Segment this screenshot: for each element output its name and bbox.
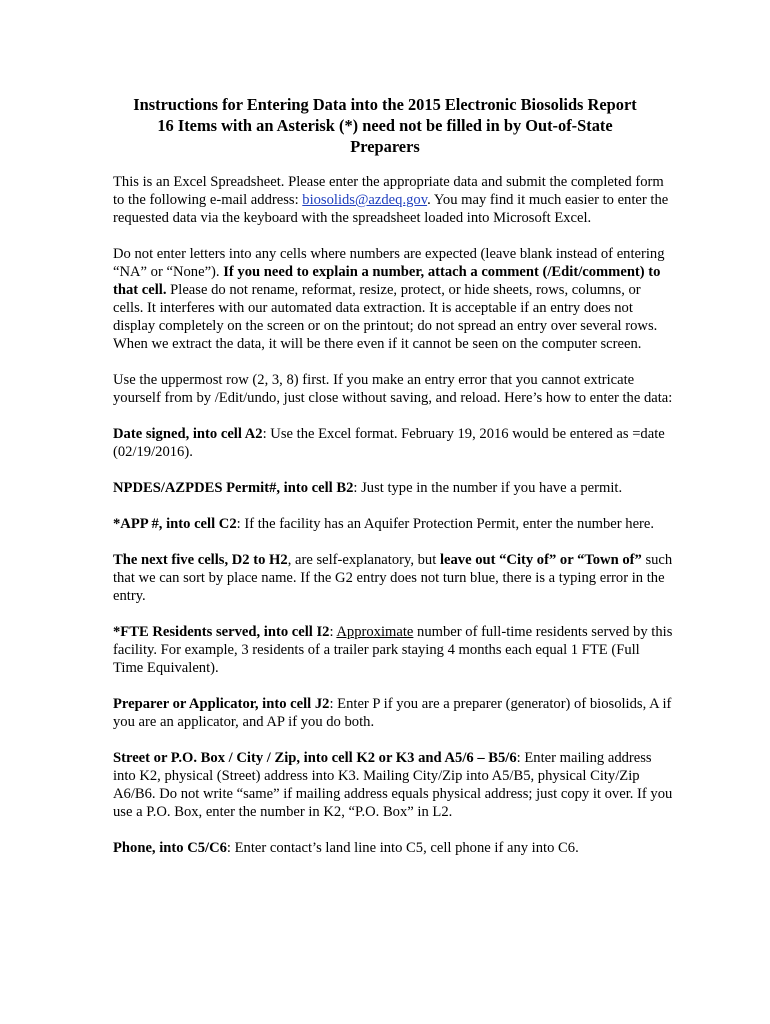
rules-text-a: Do not enter letters into any cells where numbers are expected (leave blank instead of entering “NA” or “None”).	[113, 246, 665, 280]
title-line-2: 16 Items with an Asterisk (*) need not be filled in by Out-of-State	[157, 116, 613, 135]
document-title	[100, 94, 670, 157]
address-heading: Street or P.O. Box / City / Zip, into cell K2 or K3 and A5/6 – B5/6	[113, 750, 517, 766]
permit-text: : Just type in the number if you have a permit.	[353, 480, 623, 496]
app-heading: *APP #, into cell C2	[113, 516, 237, 532]
app-text: : If the facility has an Aquifer Protection Permit, enter the number here.	[236, 516, 655, 532]
permit-heading: NPDES/AZPDES Permit#, into cell B2	[113, 480, 354, 496]
next-five-cells-paragraph	[113, 551, 673, 605]
next-five-cells-heading: The next five cells, D2 to H2	[113, 552, 288, 568]
data-entry-rules-paragraph	[113, 245, 673, 353]
email-link[interactable]: biosolids@azdeq.gov	[302, 192, 428, 208]
phone-heading: Phone, into C5/C6	[113, 840, 227, 856]
uppermost-row-text: Use the uppermost row (2, 3, 8) first. If you make an entry error that you cannot extricate yourself from by /Edit/undo, just close without saving, and reload. Here’s how to enter the data:	[113, 372, 673, 406]
rules-bold-comment-note: If you need to explain a number, attach a comment (/Edit/comment) to that cell.	[113, 264, 661, 298]
document-body	[113, 173, 673, 875]
title-line-3: Preparers	[350, 137, 420, 156]
phone-text: : Enter contact’s land line into C5, cell phone if any into C6.	[226, 840, 579, 856]
next-five-cells-text-b: such that we can sort by place name. If the G2 entry does not turn blue, there is a typing error in the entry.	[113, 552, 673, 604]
date-signed-heading: Date signed, into cell A2	[113, 426, 263, 442]
fte-paragraph	[113, 623, 673, 677]
uppermost-row-paragraph	[113, 371, 673, 407]
permit-paragraph	[113, 479, 673, 497]
leave-out-city-note: leave out “City of” or “Town of”	[439, 552, 642, 568]
fte-heading: *FTE Residents served, into cell I2	[113, 624, 330, 640]
date-signed-paragraph	[113, 425, 673, 461]
intro-text-b: . You may find it much easier to enter the requested data via the keyboard with the spreadsheet loaded into Microsoft Excel.	[113, 192, 669, 226]
app-paragraph	[113, 515, 673, 533]
fte-approximate-underline: Approximate	[336, 624, 414, 640]
next-five-cells-text-a: , are self-explanatory, but	[287, 552, 440, 568]
title-line-1: Instructions for Entering Data into the 2015 Electronic Biosolids Report	[133, 95, 637, 114]
preparer-text: : Enter P if you are a preparer (generator) of biosolids, A if you are an applicator, and AP if you do both.	[113, 696, 672, 730]
address-paragraph	[113, 749, 673, 821]
intro-paragraph	[113, 173, 673, 227]
preparer-paragraph	[113, 695, 673, 731]
address-text: : Enter mailing address into K2, physical (Street) address into K3. Mailing City/Zip into A5/B5, physical City/Zip A6/B6. Do not write “same” if mailing address equals physical address; just copy it over. If you use a P.O. Box, enter the number in K2, “P.O. Box” in L2.	[113, 750, 673, 820]
fte-text-a: :	[329, 624, 337, 640]
intro-text-a: This is an Excel Spreadsheet. Please enter the appropriate data and submit the completed form to the following e-mail address:	[113, 174, 664, 208]
date-signed-text: : Use the Excel format. February 19, 2016 would be entered as =date (02/19/2016).	[113, 426, 665, 460]
phone-paragraph	[113, 839, 673, 857]
preparer-heading: Preparer or Applicator, into cell J2	[113, 696, 330, 712]
fte-text-b: number of full-time residents served by this facility. For example, 3 residents of a trailer park staying 4 months each equal 1 FTE (Full Time Equivalent).	[113, 624, 673, 676]
rules-text-b: Please do not rename, reformat, resize, protect, or hide sheets, rows, columns, or cells. It interferes with our automated data extraction. It is acceptable if an entry does not display completely on the screen or on the printout; do not spread an entry over several rows. When we extract the data, it will be there even if it cannot be seen on the computer screen.	[113, 282, 658, 352]
